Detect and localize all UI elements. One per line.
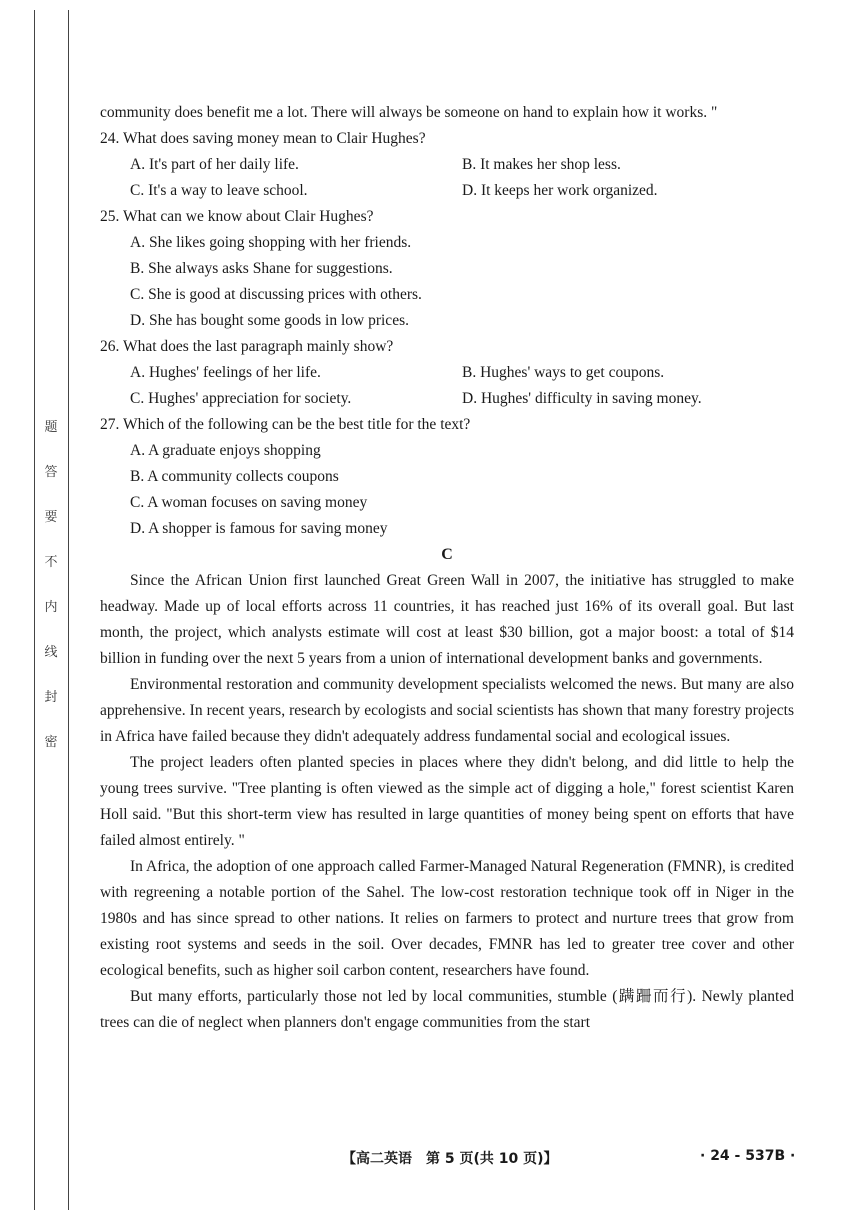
page-footer (0, 1148, 860, 1172)
continuation-paragraph: community does benefit me a lot. There will always be someone on hand to explain how it works. " (100, 104, 718, 121)
option-d: D. It keeps her work organized. (462, 182, 658, 199)
passage-paragraph: Since the African Union first launched Great Green Wall in 2007, the initiative has struggled to make headway. Made up of local efforts across 11 countries, it has reached just 16% of its overall goal. But last month, the project, which analysts estimate will cost at least $30 billion, got a major boost: a total of $14 billion in funding over the next 5 years from a union of international development banks and governments. (100, 572, 794, 667)
passage-paragraph: In Africa, the adoption of one approach called Farmer-Managed Natural Regeneration (FMNR), is credited with regreening a notable portion of the Sahel. The low-cost restoration technique took off in Niger in the 1980s and has since spread to other nations. It relies on farmers to protect and nurture trees that grow from existing root systems and seeds in the soil. Over decades, FMNR has led to greater tree cover and other ecological benefits, such as higher soil carbon content, researchers have found. (100, 858, 794, 979)
seal-char: 线 (44, 645, 58, 660)
seal-char: 封 (44, 690, 58, 705)
option-d: D. She has bought some goods in low prices. (130, 312, 409, 329)
passage-paragraph: The project leaders often planted species in places where they didn't belong, and did little to help the young trees survive. "Tree planting is often viewed as the simple act of digging a hole," forest scientist Karen Holl said. "But this short-term view has resulted in large quantities of money being spent on efforts that have failed almost entirely. " (100, 754, 794, 849)
option-b: B. A community collects coupons (130, 468, 339, 485)
question-27-stem: 27. Which of the following can be the best title for the text? (100, 416, 471, 433)
question-24-stem: 24. What does saving money mean to Clair Hughes? (100, 130, 426, 147)
seal-char: 内 (44, 600, 58, 615)
option-c: C. A woman focuses on saving money (130, 494, 368, 511)
option-b: B. It makes her shop less. (462, 156, 621, 173)
option-a: A. A graduate enjoys shopping (130, 442, 321, 459)
seal-line-text (34, 418, 68, 778)
option-d: D. A shopper is famous for saving money (130, 520, 388, 537)
option-a: A. It's part of her daily life. (130, 156, 299, 173)
question-26-stem: 26. What does the last paragraph mainly show? (100, 338, 394, 355)
option-d: D. Hughes' difficulty in saving money. (462, 390, 702, 407)
seal-char: 不 (44, 555, 58, 570)
option-b: B. Hughes' ways to get coupons. (462, 364, 665, 381)
option-a: A. She likes going shopping with her friends. (130, 234, 412, 251)
question-26-options-row1 (100, 360, 794, 386)
option-c: C. She is good at discussing prices with others. (130, 286, 422, 303)
passage-paragraph: Environmental restoration and community development specialists welcomed the news. But many are also apprehensive. In recent years, research by ecologists and social scientists has shown that many forestry projects in Africa have failed because they didn't adequately address fundamental social and ecological issues. (100, 676, 794, 745)
section-heading: C (441, 546, 453, 563)
passage-paragraph: But many efforts, particularly those not led by local communities, stumble (蹒跚而行). Newly planted trees can die of neglect when planners don't engage communities from the start (100, 988, 794, 1031)
footer-page-info: 【高二英语 第 5 页(共 10 页)】 (342, 1151, 558, 1167)
binding-line-inner (68, 10, 69, 1210)
option-b: B. She always asks Shane for suggestions. (130, 260, 393, 277)
question-24-options-row2 (100, 178, 794, 204)
question-24-options-row1 (100, 152, 794, 178)
page-content (100, 100, 794, 1036)
seal-char: 要 (44, 510, 58, 525)
question-25-stem: 25. What can we know about Clair Hughes? (100, 208, 374, 225)
seal-char: 密 (44, 735, 58, 750)
question-26-options-row2 (100, 386, 794, 412)
seal-char: 答 (44, 465, 58, 480)
seal-char: 题 (44, 420, 58, 435)
footer-exam-code: · 24 - 537B · (700, 1148, 796, 1164)
option-c: C. Hughes' appreciation for society. (130, 390, 352, 407)
option-c: C. It's a way to leave school. (130, 182, 308, 199)
option-a: A. Hughes' feelings of her life. (130, 364, 321, 381)
